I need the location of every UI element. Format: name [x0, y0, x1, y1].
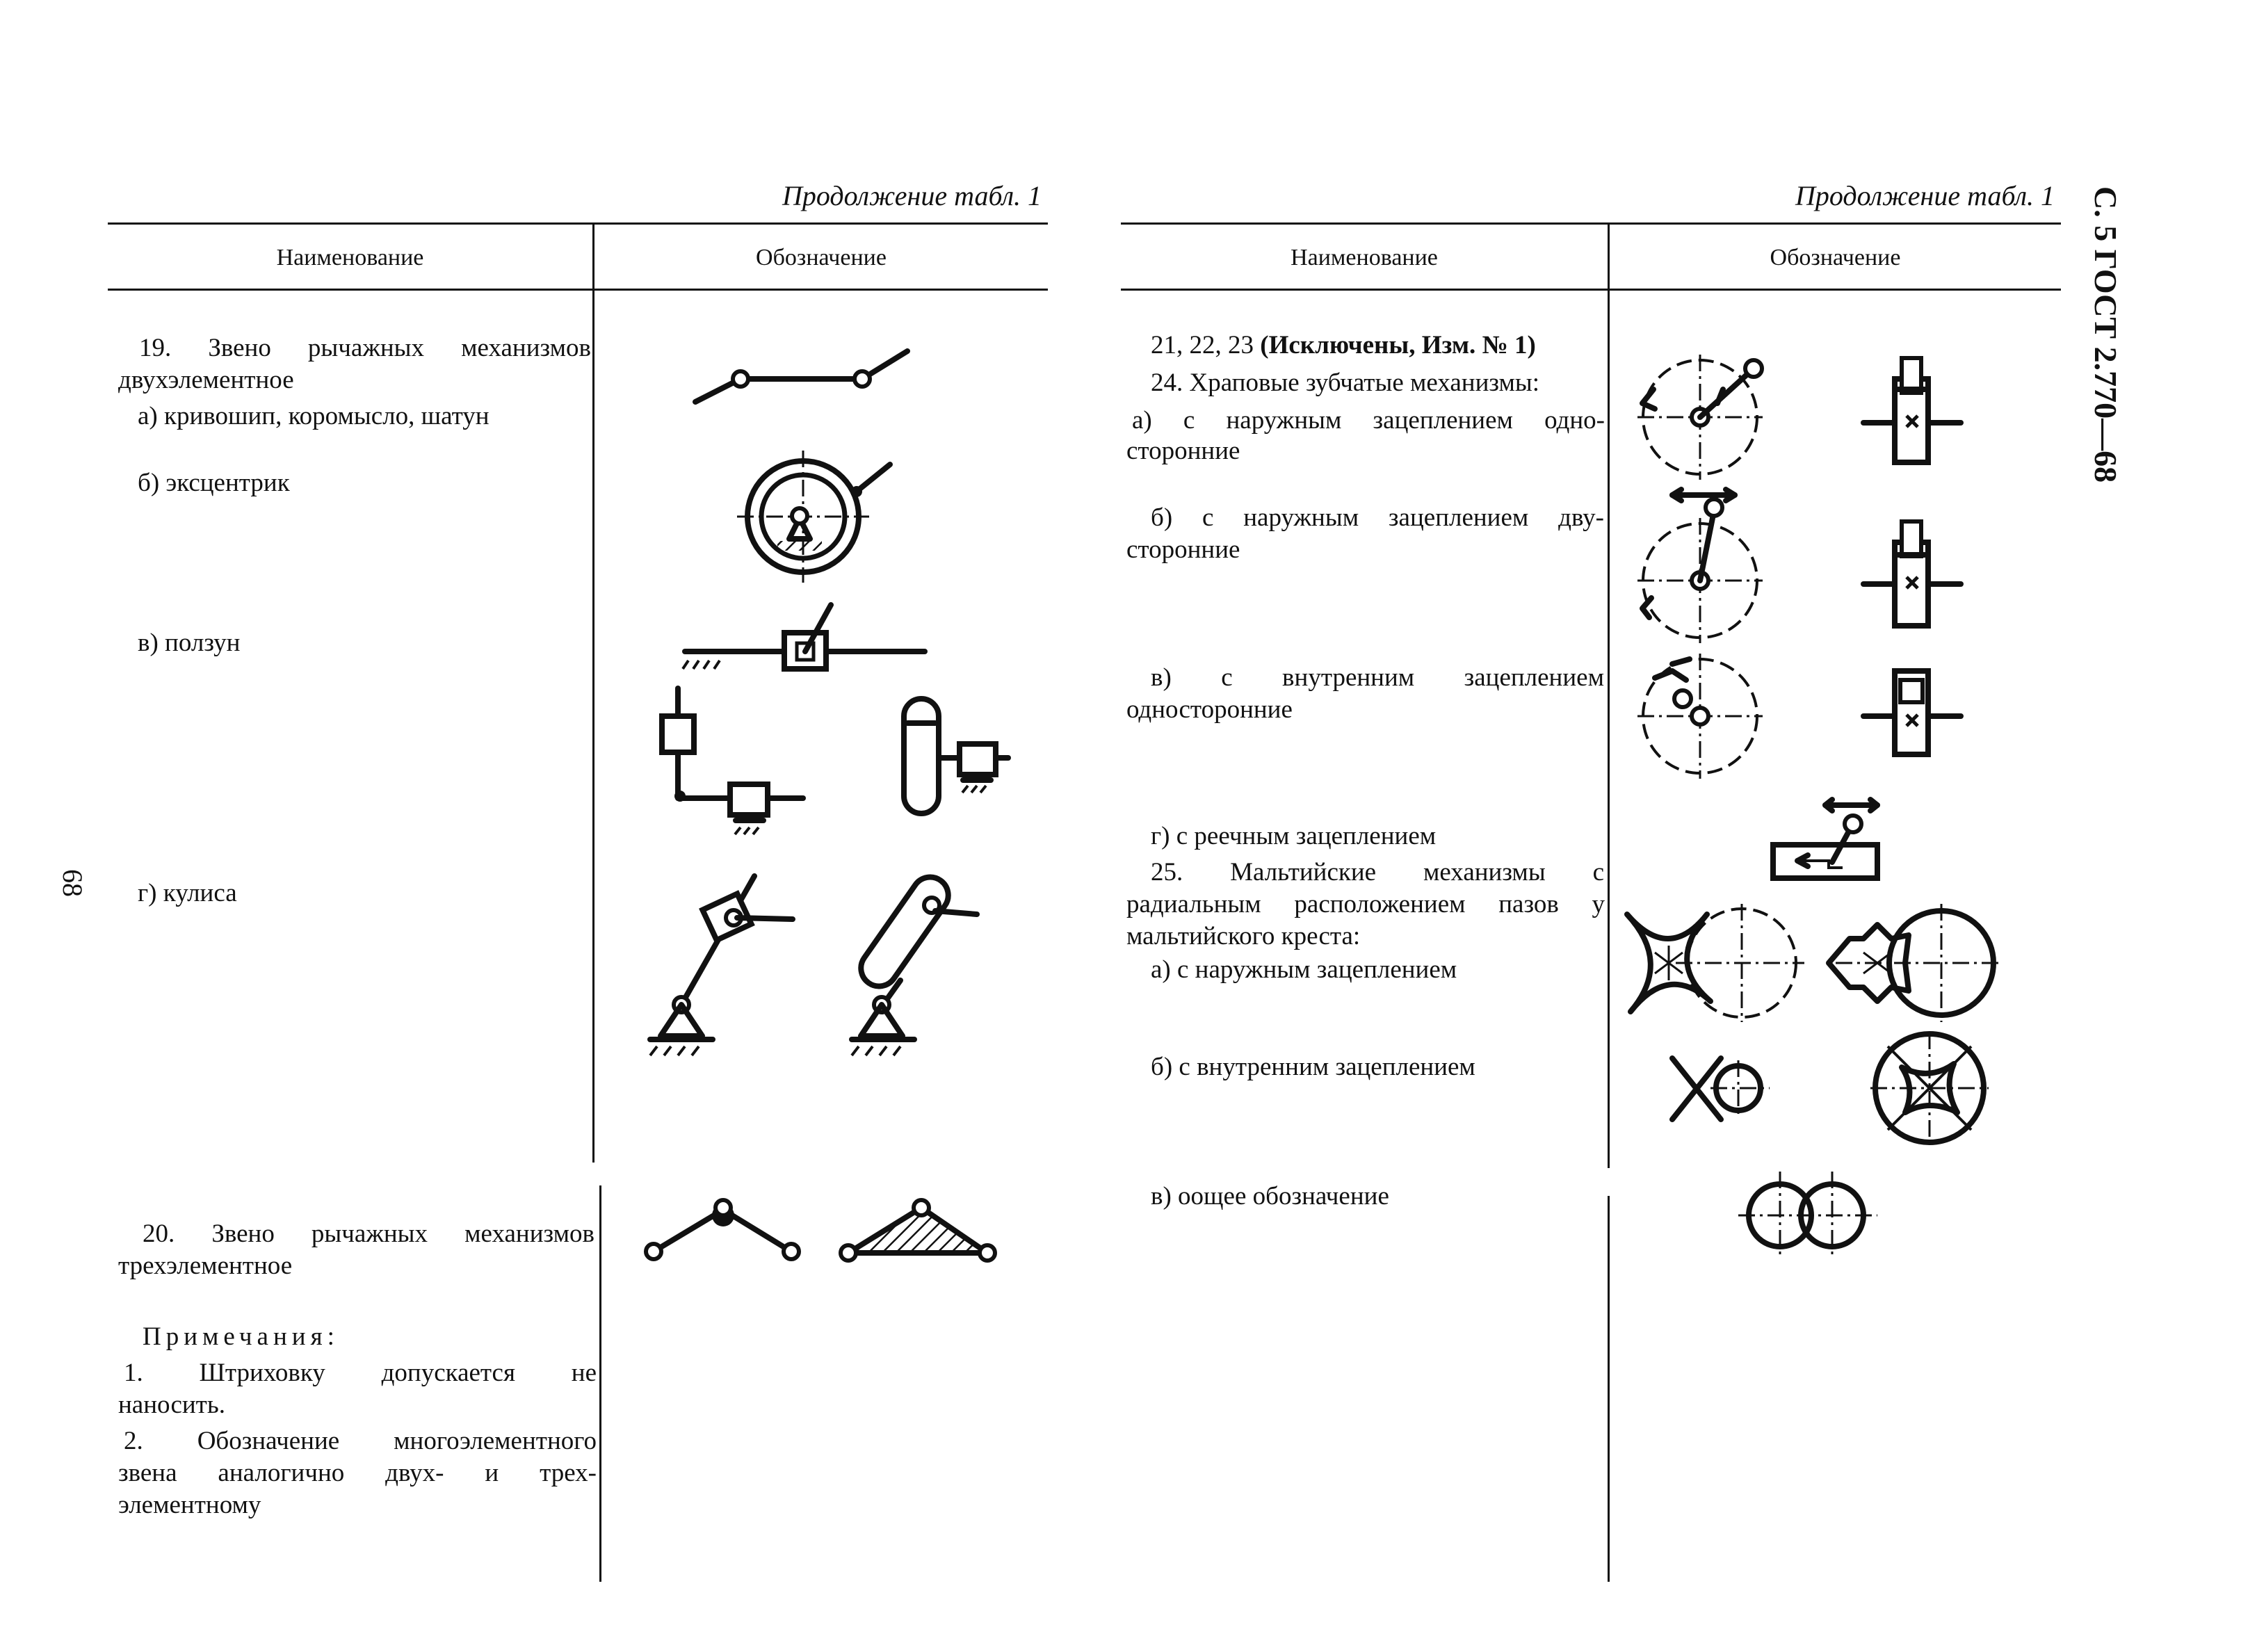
- symbol-maltese-internal-2: [1870, 1032, 1989, 1144]
- row-19-line1: 19. Звено рычажных механизмов: [139, 334, 591, 362]
- row-21-23-excluded: (Исключены, Изм. № 1): [1260, 331, 1536, 359]
- row-21-23-numbers: 21, 22, 23: [1151, 331, 1254, 359]
- symbol-maltese-general: [1738, 1172, 1877, 1258]
- row-19-line2: двухэлементное: [118, 366, 294, 394]
- row-20-line1: 20. Звено рычажных механизмов: [143, 1220, 594, 1248]
- continuation-label-right: Продолжение табл. 1: [1795, 180, 2055, 211]
- symbol-ratchet-external-one-sided: [1637, 355, 1961, 480]
- symbol-crank-link: [695, 351, 907, 402]
- symbol-rocker-slot-1: [650, 876, 793, 1055]
- row-24: 24. Храповые зубчатые механизмы:: [1151, 369, 1540, 397]
- row-24a-line1: а) с наружным зацеплением одно-: [1132, 406, 1605, 435]
- row-19g: г) кулиса: [138, 879, 237, 907]
- symbol-slider-variant-2: [904, 699, 1008, 813]
- row-24a-line2: сторонние: [1126, 437, 1240, 465]
- note-2-line3: элементному: [118, 1491, 261, 1519]
- row-19a: а) кривошип, коромысло, шатун: [138, 402, 490, 430]
- row-24v-line1: в) с внутренним зацеплением: [1151, 663, 1604, 692]
- note-2-line2: звена аналогично двух- и трех-: [118, 1459, 597, 1487]
- continuation-label-left: Продолжение табл. 1: [782, 180, 1042, 211]
- note-1-line1: 1. Штриховку допускается не: [124, 1359, 597, 1387]
- symbol-slider: [683, 605, 925, 669]
- note-1-line2: наносить.: [118, 1391, 225, 1419]
- symbol-eccentric: [737, 451, 890, 583]
- row-19v: в) ползун: [138, 629, 241, 657]
- row-25b: б) с внутренним зацеплением: [1151, 1053, 1475, 1081]
- symbol-maltese-external-2: [1829, 904, 2003, 1022]
- symbol-maltese-internal-1: [1672, 1058, 1770, 1119]
- row-25v: в) оощее обозначение: [1151, 1182, 1389, 1210]
- page-number: 68: [57, 869, 88, 897]
- symbol-slider-variant-1: [662, 688, 803, 834]
- side-title: С. 5 ГОСТ 2.770—68: [2088, 186, 2123, 483]
- row-24v-line2: односторонние: [1126, 695, 1293, 724]
- left-header-name: Наименование: [276, 245, 424, 270]
- right-header-symbol: Обозначение: [1770, 245, 1901, 270]
- row-25-line2: радиальным расположением пазов у: [1126, 890, 1605, 918]
- left-header-symbol: Обозначение: [756, 245, 887, 270]
- row-24b-line1: б) с наружным зацеплением дву-: [1151, 503, 1604, 532]
- row-25-line3: мальтийского креста:: [1126, 922, 1361, 950]
- row-24b-line2: сторонние: [1126, 535, 1240, 564]
- right-header-name: Наименование: [1291, 245, 1438, 270]
- symbol-three-element-link: [646, 1200, 995, 1261]
- symbol-maltese-external-1: [1627, 904, 1804, 1022]
- note-2-line1: 2. Обозначение многоэлементного: [124, 1427, 597, 1455]
- notes-title: Примечания:: [143, 1322, 339, 1351]
- symbol-ratchet-internal-one-sided: [1637, 654, 1961, 779]
- row-24g: г) с реечным зацеплением: [1151, 822, 1437, 850]
- row-25a: а) с наружным зацеплением: [1151, 955, 1457, 984]
- row-19b: б) эксцентрик: [138, 469, 290, 497]
- row-25-line1: 25. Мальтийские механизмы с: [1151, 858, 1604, 886]
- symbol-ratchet-external-two-sided: [1637, 489, 1961, 643]
- symbol-ratchet-rack: [1773, 800, 1877, 878]
- row-20-line2: трехэлементное: [118, 1252, 293, 1280]
- symbol-rocker-slot-2: [852, 870, 977, 1055]
